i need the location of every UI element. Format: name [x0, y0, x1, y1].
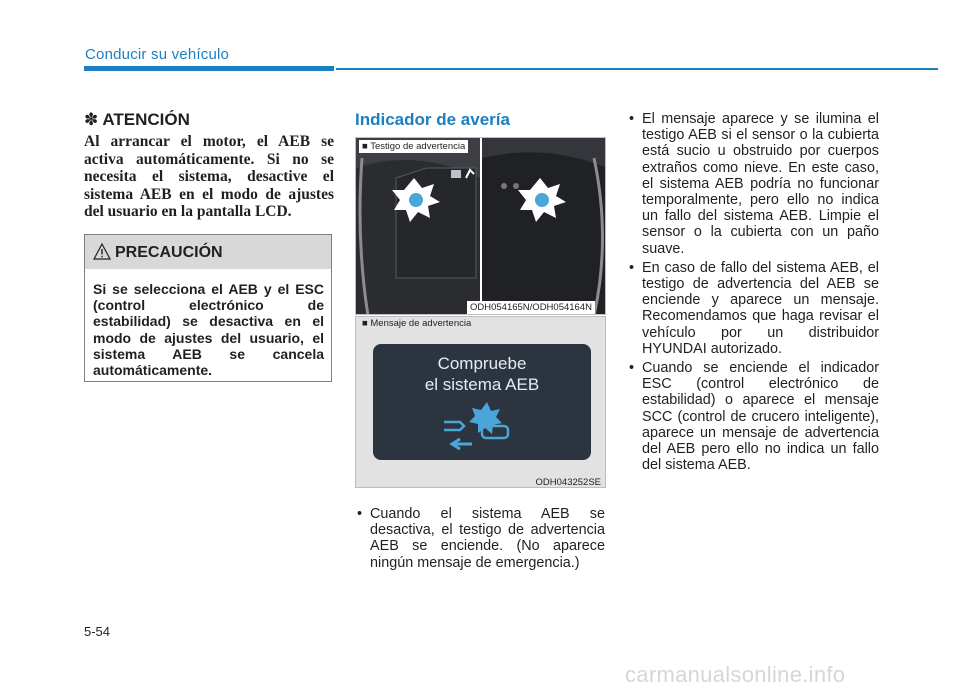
list-item: • El mensaje aparece y se ilumina el testigo AEB si el sensor o la cubierta está sucio u obstruido por cuerpos extraños como nieve. En este caso, el sistema AEB podría no funcionar temporalmente, pero ello no indica un fallo del sistema AEB. Limpie el sensor o la cubierta con un paño suave. — [627, 111, 879, 257]
atencion-body: Al arrancar el motor, el AEB se activa automáticamente. Si no se necesita el sistema, desactive el sistema AEB en el modo de ajustes del usuario en la pantalla LCD. — [84, 133, 334, 221]
precaucion-body: Si se selecciona el AEB y el ESC (control electrónico de estabilidad) se desactiva en el modo de ajustes del usuario, el sistema AEB se cancela automáticamente. — [93, 281, 324, 379]
atencion-title: ✽ ATENCIÓN — [84, 110, 190, 129]
watermark: carmanualsonline.info — [625, 662, 846, 687]
warning-message-figure — [355, 316, 606, 488]
indicador-bullets — [355, 506, 605, 574]
header-rule-thick — [84, 66, 334, 71]
header-rule-thin — [336, 68, 938, 70]
cluster-illustration — [356, 138, 606, 315]
warning-triangle-icon — [93, 243, 111, 260]
list-item: • Cuando el sistema AEB se desactiva, el testigo de advertencia AEB se enciende. (No aparece ningún mensaje de emergencia.) — [355, 506, 605, 571]
image1-code: ODH054165N/ODH054164N — [467, 301, 595, 314]
screen-message-line1: Compruebe — [437, 354, 527, 373]
image2-caption: ■ Mensaje de advertencia — [359, 317, 474, 330]
indicador-title: Indicador de avería — [355, 110, 510, 129]
section-title: Conducir su vehículo — [85, 46, 230, 63]
image2-code: ODH043252SE — [535, 477, 601, 488]
screen-message-line2: el sistema AEB — [424, 375, 540, 394]
warning-lamp-figure — [355, 137, 606, 315]
page-number: 5-54 — [84, 624, 111, 639]
right-column-bullets — [627, 111, 879, 476]
aeb-warning-icon — [442, 402, 522, 452]
cluster-lcd-screen — [373, 344, 591, 460]
precaucion-title: PRECAUCIÓN — [115, 244, 223, 261]
list-item: • En caso de fallo del sistema AEB, el testigo de advertencia del AEB se enciende y aparece un mensaje. Recomendamos que haga revisar el vehículo por un distribuidor HYUNDAI autorizado. — [627, 260, 879, 357]
precaucion-header — [85, 235, 331, 269]
precaucion-box — [84, 234, 332, 382]
list-item: • Cuando se enciende el indicador ESC (control electrónico de estabilidad) o aparece el mensaje SCC (control de crucero inteligente), aparece un mensaje de advertencia del AEB pero ello no indica un fallo del sistema AEB. — [627, 360, 879, 473]
image1-caption: ■ Testigo de advertencia — [359, 140, 468, 153]
